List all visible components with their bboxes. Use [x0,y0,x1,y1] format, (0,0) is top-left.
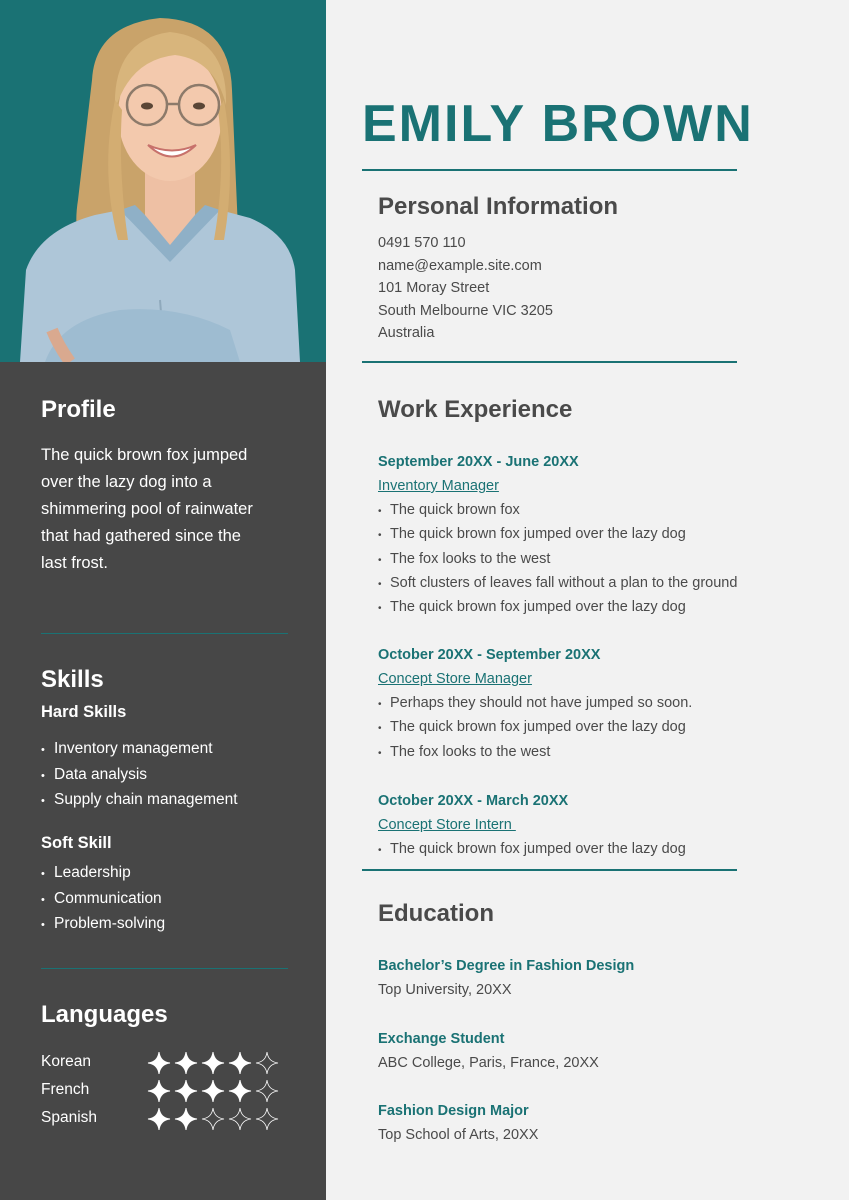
star-filled-icon [228,1051,252,1075]
hard-skills-heading: Hard Skills [41,703,127,721]
school-name: ABC College, Paris, France, 20XX [378,1055,599,1071]
list-item: • Problem-solving [41,911,165,937]
list-item: • The quick brown fox jumped over the lazy dog [378,837,798,861]
education-heading: Education [378,900,495,927]
list-item: • Soft clusters of leaves fall without a plan to the ground [378,571,798,595]
job-entry [378,789,798,861]
language-name: French [41,1081,90,1098]
star-filled-icon [174,1107,198,1131]
star-filled-icon [147,1107,171,1131]
sidebar [0,0,326,1200]
photo-panel [0,0,326,362]
divider [41,633,288,634]
star-filled-icon [174,1051,198,1075]
list-item: • The fox looks to the west [378,740,798,764]
school-name: Top School of Arts, 20XX [378,1127,539,1143]
job-title-link[interactable]: Inventory Manager [378,478,499,494]
star-filled-icon [201,1051,225,1075]
education-entry [378,1099,798,1147]
address-country: Australia [378,325,435,342]
portrait-photo [0,0,326,362]
language-row [41,1079,291,1103]
profile-summary: The quick brown fox jumped over the lazy dog into a shimmering pool of rainwater that had gathered since the last frost. [41,446,253,572]
personal-info-list [378,232,553,345]
hard-skills-list [41,736,238,813]
person-name: EMILY BROWN [362,95,754,153]
education-entry [378,1027,798,1075]
degree-title: Exchange Student [378,1031,505,1047]
star-filled-icon [147,1079,171,1103]
list-item: • The quick brown fox jumped over the lazy dog [378,715,798,739]
list-item: • Supply chain management [41,787,238,813]
personal-info-heading: Personal Information [378,193,619,220]
star-filled-icon [201,1079,225,1103]
job-dates: October 20XX - September 20XX [378,647,601,663]
education-entry [378,954,798,1002]
list-item: • The fox looks to the west [378,547,798,571]
language-name: Spanish [41,1109,98,1126]
address-street: 101 Moray Street [378,280,490,297]
star-empty-icon [255,1079,279,1103]
email: name@example.site.com [378,257,542,274]
list-item: • The quick brown fox [378,498,798,522]
degree-title: Bachelor’s Degree in Fashion Design [378,958,635,974]
job-bullets [378,498,798,619]
star-filled-icon [174,1079,198,1103]
language-row [41,1051,291,1075]
job-title-link[interactable]: Concept Store Manager [378,671,532,687]
school-name: Top University, 20XX [378,982,512,998]
star-empty-icon [228,1107,252,1131]
divider [362,361,737,363]
soft-skills-list [41,860,165,937]
language-name: Korean [41,1053,91,1070]
star-empty-icon [201,1107,225,1131]
job-entry [378,643,798,764]
soft-skills-heading: Soft Skill [41,834,112,852]
phone: 0491 570 110 [378,235,466,251]
list-item: • Leadership [41,860,165,886]
job-entry [378,450,798,619]
language-row [41,1107,291,1131]
job-title-link[interactable]: Concept Store Intern [378,817,516,833]
languages-heading: Languages [41,1001,168,1028]
list-item: • The quick brown fox jumped over the lazy dog [378,595,798,619]
divider [362,169,737,171]
list-item: • Communication [41,886,165,912]
star-empty-icon [255,1107,279,1131]
degree-title: Fashion Design Major [378,1103,529,1119]
list-item: • Inventory management [41,736,238,762]
list-item: • Data analysis [41,762,238,788]
star-filled-icon [228,1079,252,1103]
divider [362,869,737,871]
divider [41,968,288,969]
skills-heading: Skills [41,666,104,693]
address-city: South Melbourne VIC 3205 [378,302,553,319]
star-empty-icon [255,1051,279,1075]
work-experience-heading: Work Experience [378,396,573,423]
job-dates: October 20XX - March 20XX [378,793,569,809]
list-item: • Perhaps they should not have jumped so soon. [378,691,798,715]
star-filled-icon [147,1051,171,1075]
profile-heading: Profile [41,396,116,423]
job-dates: September 20XX - June 20XX [378,454,579,470]
job-bullets [378,837,798,861]
list-item: • The quick brown fox jumped over the lazy dog [378,522,798,546]
job-bullets [378,691,798,764]
